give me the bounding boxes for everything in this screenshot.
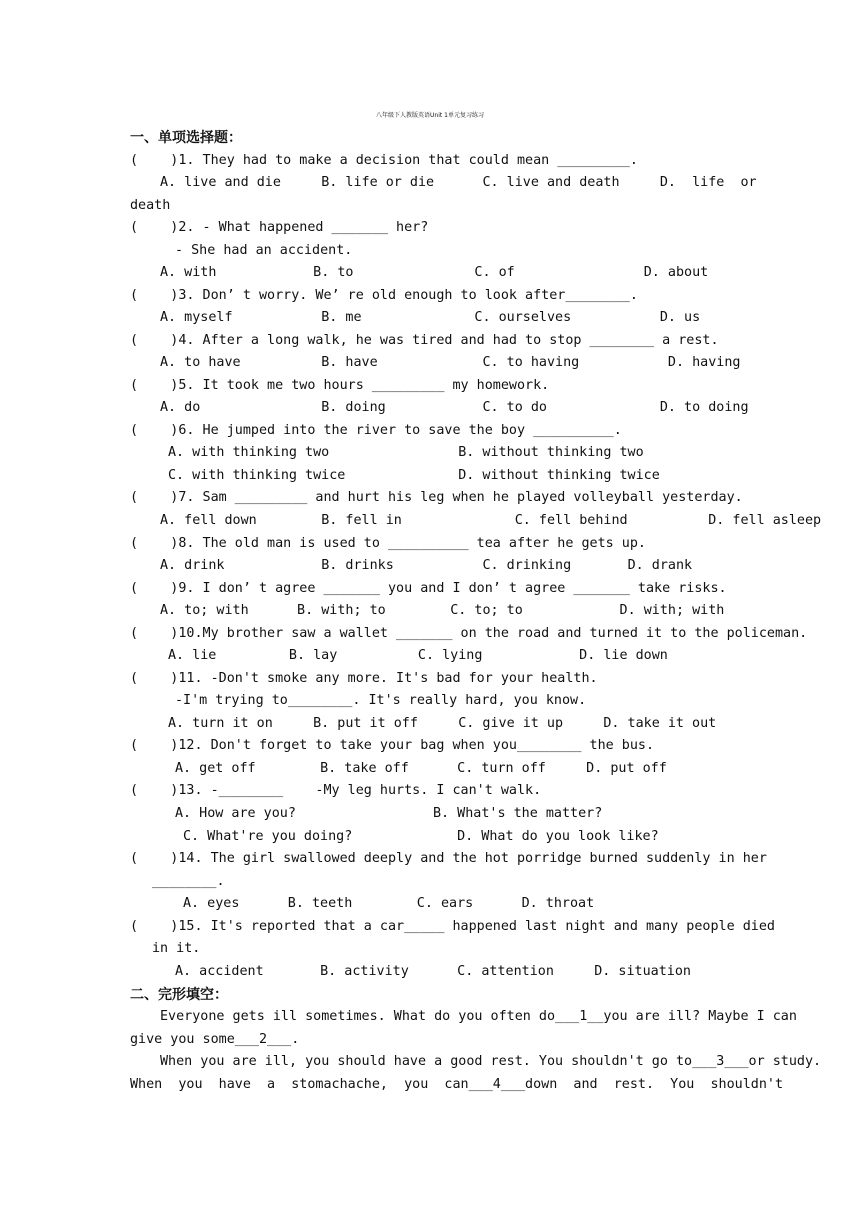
cloze-paragraph-2-line-1: When you are ill, you should have a good rest. You shouldn't go to___3___or study.	[160, 1054, 822, 1069]
section-heading-multiple-choice: 一、单项选择题：	[130, 130, 242, 146]
question-13-options-ab: A. How are you? B. What's the matter?	[175, 806, 603, 821]
question-15-options: A. accident B. activity C. attention D. situation	[175, 964, 691, 979]
question-14-continued: ________.	[152, 874, 225, 889]
question-2: ( )2. - What happened _______ her?	[130, 220, 429, 235]
question-11: ( )11. -Don't smoke any more. It's bad for your health.	[130, 671, 598, 686]
question-1-options: A. live and die B. life or die C. live and death D. life or	[160, 175, 757, 190]
question-6-options-cd: C. with thinking twice D. without thinking twice	[168, 468, 660, 483]
question-14: ( )14. The girl swallowed deeply and the hot porridge burned suddenly in her	[130, 851, 767, 866]
cloze-paragraph-1-line-1: Everyone gets ill sometimes. What do you often do___1__you are ill? Maybe I can	[160, 1009, 797, 1024]
question-2-options: A. with B. to C. of D. about	[160, 265, 709, 280]
question-5: ( )5. It took me two hours _________ my homework.	[130, 378, 550, 393]
section-heading-cloze: 二、完形填空：	[130, 987, 228, 1003]
question-14-options: A. eyes B. teeth C. ears D. throat	[183, 896, 595, 911]
question-4-options: A. to have B. have C. to having D. having	[160, 355, 741, 370]
question-1: ( )1. They had to make a decision that could mean _________.	[130, 153, 638, 168]
question-10: ( )10.My brother saw a wallet _______ on the road and turned it to the policeman.	[130, 626, 808, 641]
cloze-paragraph-1-line-2: give you some___2___.	[130, 1032, 300, 1047]
question-13-options-cd: C. What're you doing? D. What do you look like?	[183, 829, 659, 844]
question-9-options: A. to; with B. with; to C. to; to D. with; with	[160, 603, 725, 618]
question-3-options: A. myself B. me C. ourselves D. us	[160, 310, 701, 325]
question-7-options: A. fell down B. fell in C. fell behind D. fell asleep	[160, 513, 822, 528]
page-title: 八年级下人教版英语Unit 1单元复习练习	[376, 112, 484, 119]
question-5-options: A. do B. doing C. to do D. to doing	[160, 400, 749, 415]
question-2-reply: - She had an accident.	[175, 243, 353, 258]
question-13: ( )13. -________ -My leg hurts. I can't walk.	[130, 783, 542, 798]
question-9: ( )9. I don’ t agree _______ you and I don’ t agree _______ take risks.	[130, 581, 727, 596]
question-1-options-continued: death	[130, 198, 171, 213]
question-6: ( )6. He jumped into the river to save the boy __________.	[130, 423, 622, 438]
question-4: ( )4. After a long walk, he was tired and had to stop ________ a rest.	[130, 333, 719, 348]
question-11-options: A. turn it on B. put it off C. give it up D. take it out	[168, 716, 717, 731]
question-3: ( )3. Don’ t worry. We’ re old enough to look after________.	[130, 288, 638, 303]
question-8-options: A. drink B. drinks C. drinking D. drank	[160, 558, 693, 573]
question-7: ( )7. Sam _________ and hurt his leg when he played volleyball yesterday.	[130, 490, 743, 505]
question-11-reply: -I'm trying to________. It's really hard, you know.	[175, 693, 587, 708]
question-12: ( )12. Don't forget to take your bag when you________ the bus.	[130, 738, 655, 753]
question-12-options: A. get off B. take off C. turn off D. put off	[175, 761, 667, 776]
question-8: ( )8. The old man is used to __________ tea after he gets up.	[130, 536, 646, 551]
question-15: ( )15. It's reported that a car_____ happened last night and many people died	[130, 919, 775, 934]
question-15-continued: in it.	[152, 941, 201, 956]
question-6-options-ab: A. with thinking two B. without thinking two	[168, 445, 644, 460]
question-10-options: A. lie B. lay C. lying D. lie down	[168, 648, 668, 663]
cloze-paragraph-2-line-2: When you have a stomachache, you can___4___down and rest. You shouldn't	[130, 1077, 784, 1092]
